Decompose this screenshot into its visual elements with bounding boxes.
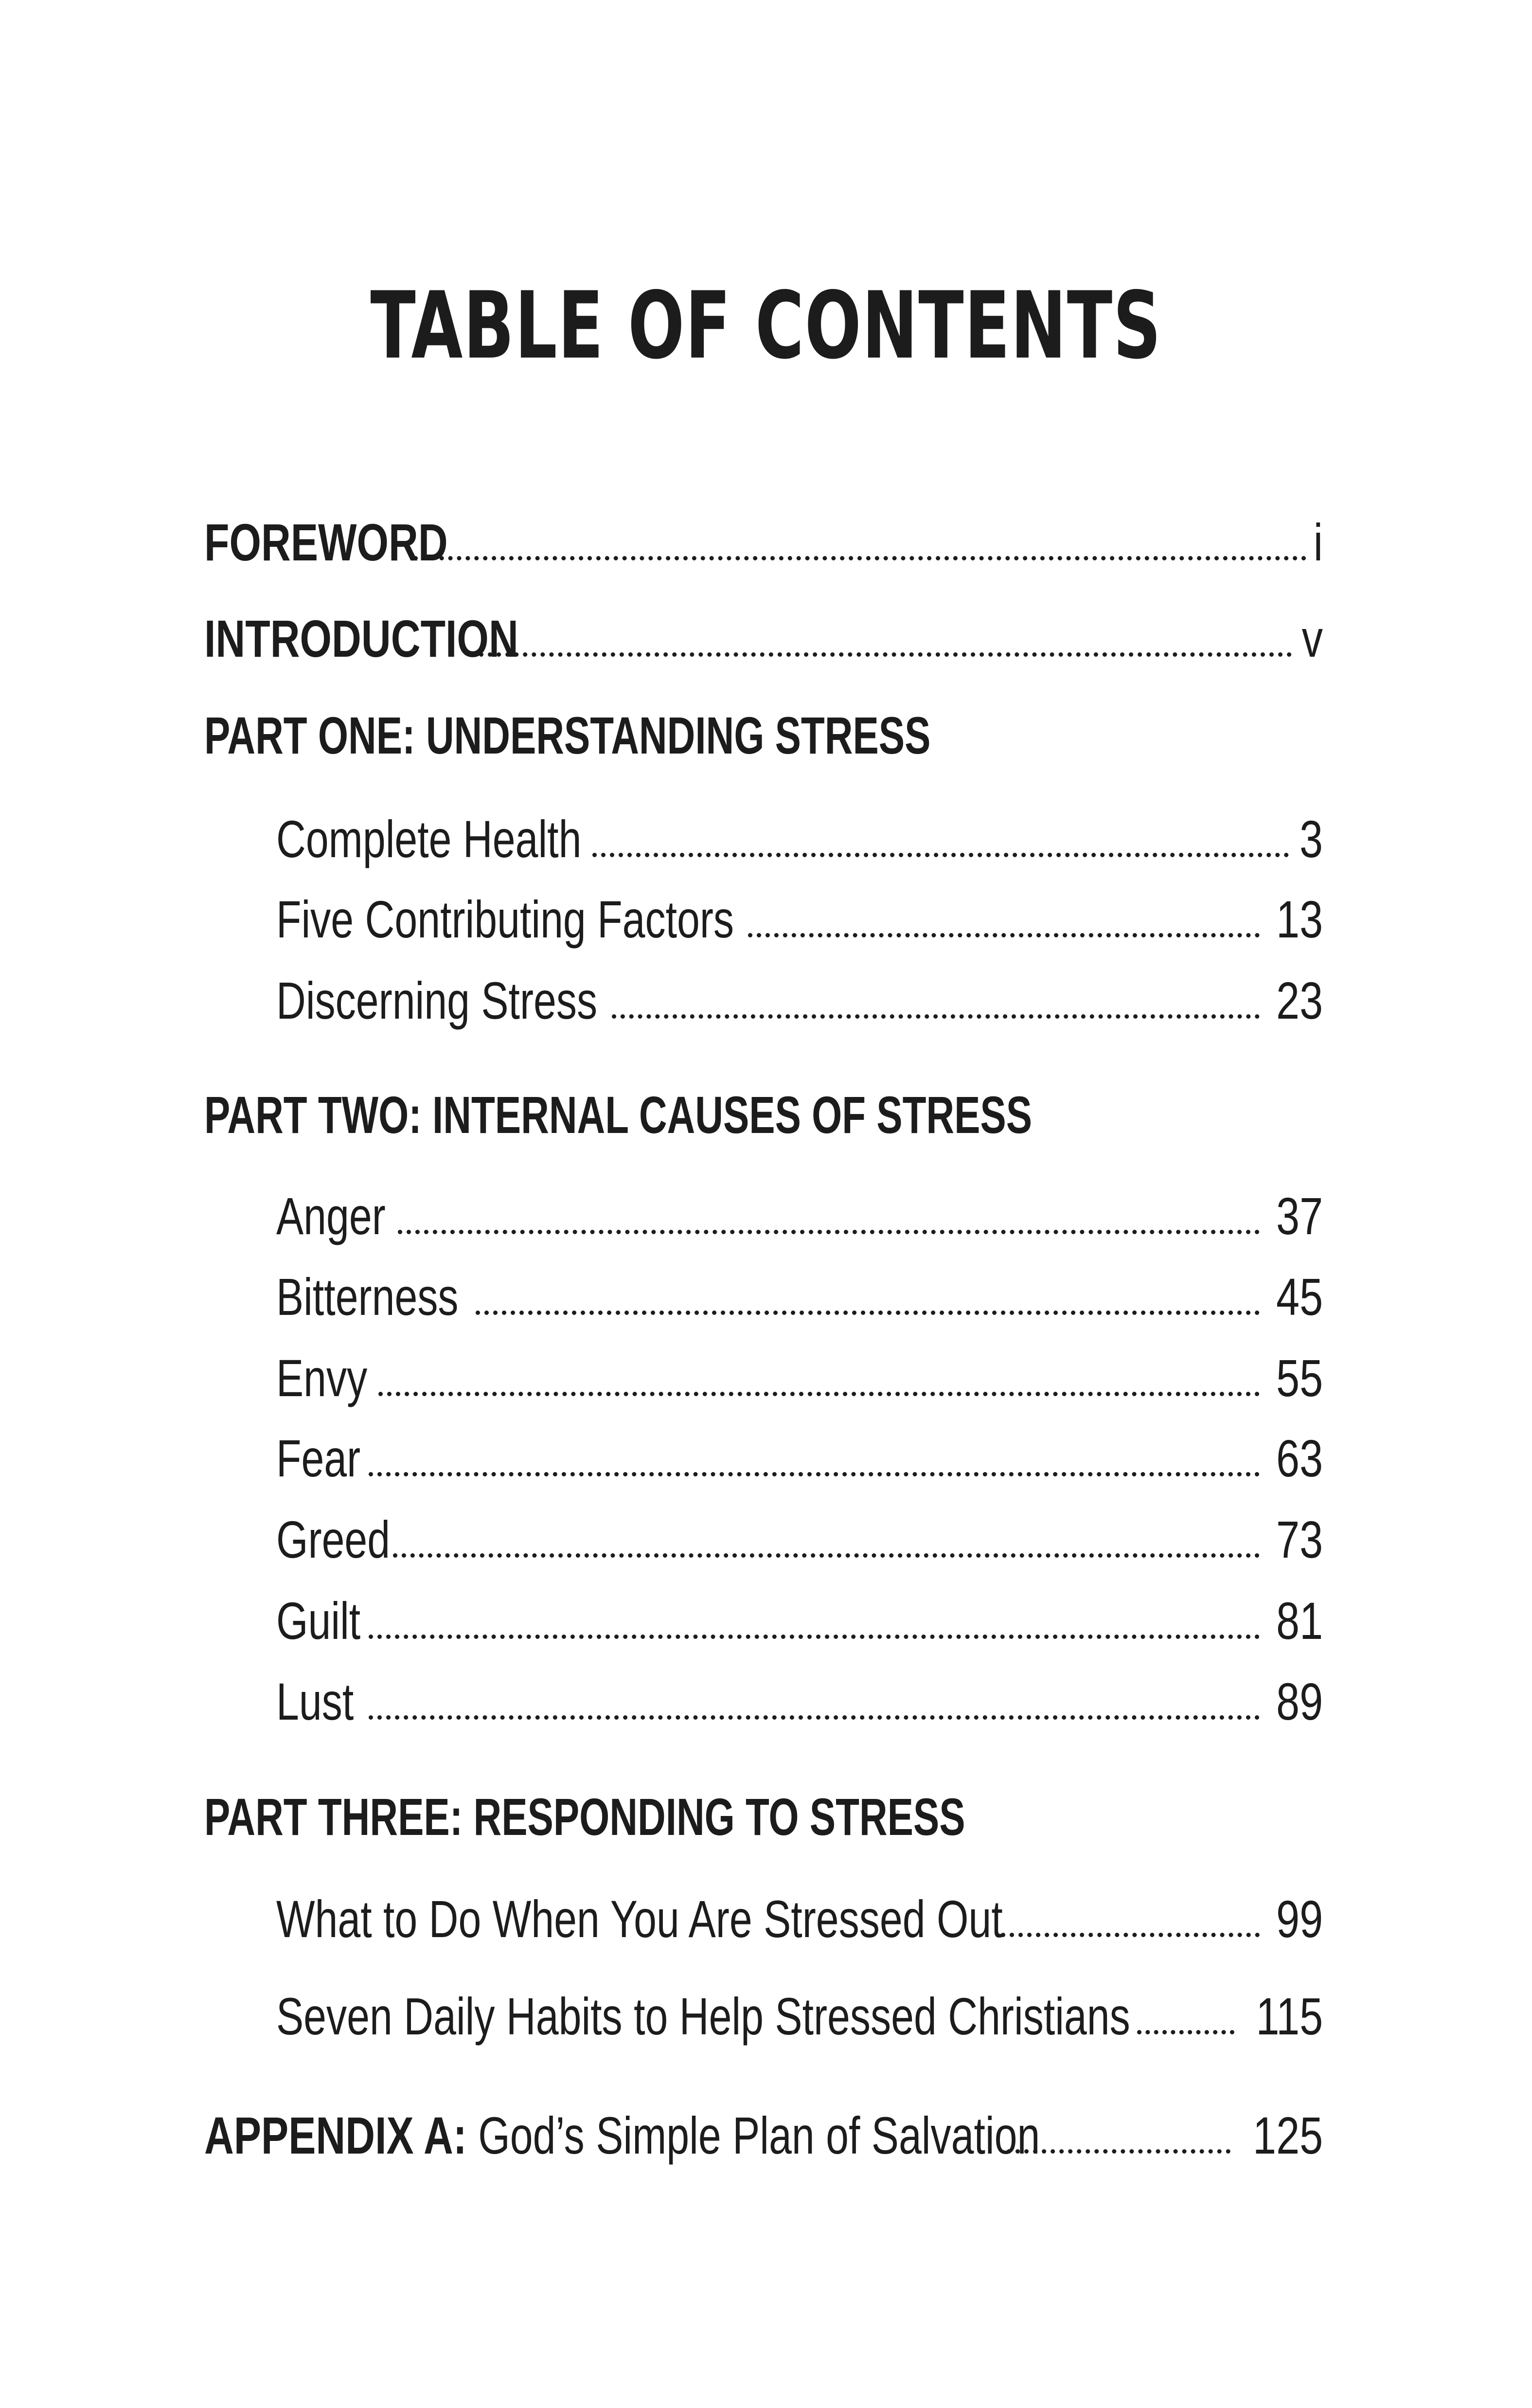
toc-page-number: v [1301,609,1323,668]
appendix-prefix: APPENDIX A: [204,2106,467,2165]
toc-entry-seven-daily-habits[interactable] [276,1980,1323,2048]
toc-page-number: 73 [1276,1510,1323,1569]
dot-leader [398,1230,1260,1234]
toc-page-number: 63 [1276,1429,1323,1488]
toc-page-number: 125 [1252,2106,1323,2165]
toc-entry-complete-health[interactable] [276,803,1323,871]
toc-entry-label: Bitterness [276,1267,459,1326]
dot-leader [612,1014,1260,1019]
toc-entry-label: Fear [276,1429,361,1488]
toc-entry-what-to-do[interactable] [276,1883,1323,1951]
toc-entry-label: What to Do When You Are Stressed Out [276,1889,1003,1948]
toc-entry-foreword[interactable] [204,506,1323,574]
toc-page-number: 23 [1276,971,1323,1030]
dot-leader [369,1635,1260,1639]
appendix-label [204,2104,1040,2167]
toc-page-number: 115 [1256,1987,1323,2046]
toc-entry-label: Guilt [276,1591,361,1650]
toc-entry-label: Complete Health [276,809,582,868]
dot-leader [592,853,1289,857]
toc-page-number: 99 [1276,1889,1323,1948]
page-title: TABLE OF CONTENTS [370,272,1162,379]
dot-leader [1137,2030,1234,2034]
part-one-heading: PART ONE: UNDERSTANDING STRESS [204,706,931,765]
toc-entry-envy[interactable] [276,1342,1323,1410]
part-two-heading: PART TWO: INTERNAL CAUSES OF STRESS [204,1085,1033,1144]
dot-leader [369,1715,1260,1720]
dot-leader [393,1553,1260,1558]
toc-page-number: 13 [1276,890,1323,949]
toc-entry-guilt[interactable] [276,1584,1323,1653]
toc-entry-greed[interactable] [276,1503,1323,1571]
dot-leader [1007,2149,1230,2154]
toc-entry-fear[interactable] [276,1422,1323,1490]
dot-leader [748,933,1260,937]
toc-entry-anger[interactable] [276,1180,1323,1248]
toc-page-number: 55 [1276,1348,1323,1407]
dot-leader [476,1311,1260,1315]
dot-leader [479,652,1292,657]
toc-page-number: 45 [1276,1267,1323,1326]
toc-page-number: 3 [1299,809,1323,868]
toc-page-number: 81 [1276,1591,1323,1650]
toc-entry-label: Discerning Stress [276,971,598,1030]
toc-page-number: i [1313,513,1323,572]
toc-page-number: 89 [1276,1672,1323,1731]
dot-leader [369,1472,1260,1476]
dot-leader [378,1392,1260,1396]
toc-entry-five-contributing-factors[interactable] [276,883,1323,951]
part-three-heading: PART THREE: RESPONDING TO STRESS [204,1787,965,1846]
toc-entry-label: FOREWORD [204,513,448,572]
toc-entry-label: Anger [276,1186,386,1245]
toc-entry-label: Lust [276,1672,354,1731]
toc-entry-bitterness[interactable] [276,1260,1323,1329]
toc-entry-label: INTRODUCTION [204,609,518,668]
toc-entry-introduction[interactable] [204,602,1323,670]
toc-entry-appendix-a[interactable] [204,2099,1323,2167]
toc-page-number: 37 [1276,1186,1323,1245]
appendix-title: God’s Simple Plan of Salvation [478,2106,1040,2165]
toc-entry-lust[interactable] [276,1665,1323,1733]
toc-entry-label: Seven Daily Habits to Help Stressed Christians [276,1987,1130,2046]
toc-entry-label: Greed [276,1510,391,1569]
dot-leader [1001,1933,1260,1937]
toc-entry-discerning-stress[interactable] [276,964,1323,1032]
toc-entry-label: Five Contributing Factors [276,890,734,949]
toc-entry-label: Envy [276,1348,368,1407]
dot-leader [413,556,1306,560]
